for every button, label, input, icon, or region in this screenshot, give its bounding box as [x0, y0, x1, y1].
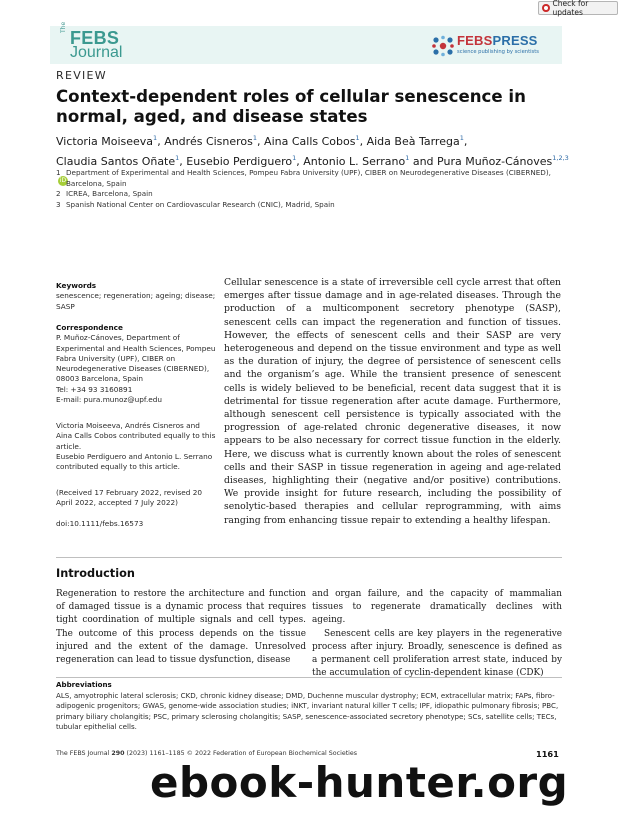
author[interactable]: Pura Muñoz-Cánoves$^{1,2,3}$ [437, 154, 569, 168]
affiliations [56, 168, 576, 210]
contribution-line: contributed equally to this article. [56, 462, 180, 472]
intro-paragraph: Regeneration to restore the architecture and function of damaged tissue is a dynamic process that requires tight coordination of multiple signals and cell types. The outcome of this process depends on the tissue injured and the extent of the damage. Unresolved regeneration can lead to tissue dysfunction, disease [56, 589, 306, 666]
contributions-note [56, 421, 216, 472]
author[interactable]: Aina Calls Cobos$^1$ [264, 134, 360, 148]
keywords-text: senescence; regeneration; ageing; disease; SASP [56, 291, 216, 311]
correspondence-block [56, 323, 216, 405]
febs-press-molecule-icon [432, 35, 454, 57]
footer-copyright: (2023) 1161–1185 © 2022 Federation of European Biochemical Societies [126, 750, 358, 757]
contribution-line: Victoria Moiseeva, Andrés Cisneros and [56, 421, 200, 430]
contribution-line: Eusebio Perdiguero and Antonio L. Serrano [56, 451, 213, 461]
article-type-label: REVIEW [56, 69, 107, 82]
contribution-line: article. [56, 441, 82, 451]
contribution-line: Aina Calls Cobos contributed equally to this [56, 431, 216, 441]
received-dates [56, 488, 216, 509]
press-name: FEBSPRESS [457, 33, 538, 48]
affiliation-continuation: Barcelona, Spain [66, 178, 127, 188]
abbreviations-divider [56, 677, 562, 678]
orcid-icon[interactable]: iD [59, 177, 67, 184]
correspondence-line: Neurodegenerative Diseases (CIBERNED), [56, 364, 210, 374]
author[interactable]: Victoria Moiseeva$^1$ [56, 134, 158, 148]
author[interactable]: Eusebio Perdiguero$^1$ [186, 154, 297, 168]
logo-the: The [60, 21, 67, 33]
check-for-updates-label: Check for updates [552, 0, 589, 17]
author-line-1: Victoria Moiseeva$^1$, Andrés Cisneros$^1$, Aina Calls Cobos$^1$, Aida Beà Tarrega$^1$, [56, 134, 468, 148]
abbreviations-block [56, 680, 562, 733]
watermark: ebook-hunter.org [150, 758, 569, 807]
affiliation-item: 1 Department of Experimental and Health Sciences, Pompeu Fabra University (UPF), CIBER on Neurodegenerative Diseases (CIBERNED), [56, 168, 551, 177]
febs-journal-logo [60, 21, 156, 62]
keywords-block [56, 281, 216, 312]
intro-column-right [312, 588, 562, 680]
correspondence-phone: Tel: +34 93 3160891 [56, 384, 133, 394]
correspondence-heading: Correspondence [56, 323, 123, 332]
footer-journal: The FEBS Journal [56, 750, 110, 757]
abstract-text: Cellular senescence is a state of irreversible cell cycle arrest that often emerges after tissue damage and in age-related diseases. Through the production of a multicomponent secretory phenotype (SASP), senescent cells can impact the regeneration and function of tissues. However, the effects of senescent cells and their SASP are very heterogeneous and depend on the tissue environment and type as well as the duration of injury, the degree of persistence of senescent cells and the organism’s age. While the transient presence of senescent cells is widely believed to be beneficial, recent data suggest that it is detrimental for tissue regeneration after acute damage. Furthermore, although senescent cell persistence is typically associated with the progression of age-related chronic degenerative diseases, it now appears to be also necessary for correct tissue function in the elderly. Here, we discuss what is currently known about the roles of senescent cells and their SASP in tissue regeneration in ageing and age-related diseases, highlighting their (negative and/or positive) contributions. We provide insight for future research, including the possibility of senolytic-based therapies and cellular reprogramming, with aims ranging from enhancing tissue repair to extending a healthy lifespan. [224, 277, 561, 526]
section-divider [56, 557, 562, 558]
footer-volume: 290 [111, 750, 125, 757]
correspondence-line: P. Muñoz-Cánoves, Department of [56, 333, 180, 343]
affiliation-item: 2 ICREA, Barcelona, Spain [56, 189, 153, 198]
received-line: April 2022, accepted 7 July 2022) [56, 498, 178, 508]
received-line: (Received 17 February 2022, revised 20 [56, 488, 203, 497]
check-for-updates-button[interactable] [538, 1, 618, 15]
correspondence-email[interactable]: E-mail: pura.munoz@upf.edu [56, 395, 163, 405]
page-number: 1161 [536, 749, 559, 759]
author[interactable]: Antonio L. Serrano$^1$ [303, 154, 410, 168]
intro-paragraph: Senescent cells are key players in the regenerative process after injury. Broadly, senescence is defined as a permanent cell proliferation arrest state, induced by the accumulation of cyclin-dependent kinase (CDK) [312, 628, 562, 679]
author[interactable]: Andrés Cisneros$^1$ [164, 134, 258, 148]
abbreviations-text: ALS, amyotrophic lateral sclerosis; CKD, chronic kidney disease; DMD, Duchenne muscular dystrophy; ECM, extracellular matrix; FAPs, fibro-adipogenic progenitors; GWAS, genome-wide association studies; iNKT, invariant natural killer T cells; IPF, idiopathic pulmonary fibrosis; PBC, primary biliary cholangitis; PSC, primary sclerosing cholangitis; SASP, senescence-associated secretory phenotype; SCs, satellite cells; TECs, tubular epithelial cells. [56, 690, 559, 731]
press-tagline: science publishing by scientists [457, 49, 539, 55]
article-title: Context-dependent roles of cellular senescence in normal, aged, and disease states [56, 87, 526, 126]
keywords-heading: Keywords [56, 281, 97, 290]
logo-febs: FEBS [70, 28, 120, 48]
author[interactable]: Claudia Santos Oñate$^1$ [56, 154, 180, 168]
correspondence-line: Fabra University (UPF), CIBER on [56, 353, 176, 363]
correspondence-line: 08003 Barcelona, Spain [56, 374, 143, 384]
introduction-heading: Introduction [56, 567, 135, 580]
intro-column-left [56, 588, 306, 667]
crossmark-icon [542, 4, 550, 12]
doi-link[interactable]: doi:10.1111/febs.16573 [56, 519, 144, 528]
affiliation-item: 3 Spanish National Center on Cardiovascular Research (CNIC), Madrid, Spain [56, 199, 335, 209]
intro-paragraph: and organ failure, and the capacity of mammalian tissues to regenerate dramatically declines with ageing. [312, 589, 562, 626]
author[interactable]: Aida Beà Tarrega$^1$ [366, 134, 464, 148]
correspondence-line: Experimental and Health Sciences, Pompeu [56, 343, 216, 353]
author-line-2: Claudia Santos Oñate$^1$, Eusebio Perdiguero$^1$, Antonio L. Serrano$^1$ and Pura Muñoz-Cánoves$^{1,2,3}$iD [56, 154, 569, 184]
logo-journal: Journal [70, 44, 123, 61]
febs-press-logo [432, 33, 560, 61]
abbreviations-heading: Abbreviations [56, 680, 112, 689]
page-footer [56, 750, 357, 757]
